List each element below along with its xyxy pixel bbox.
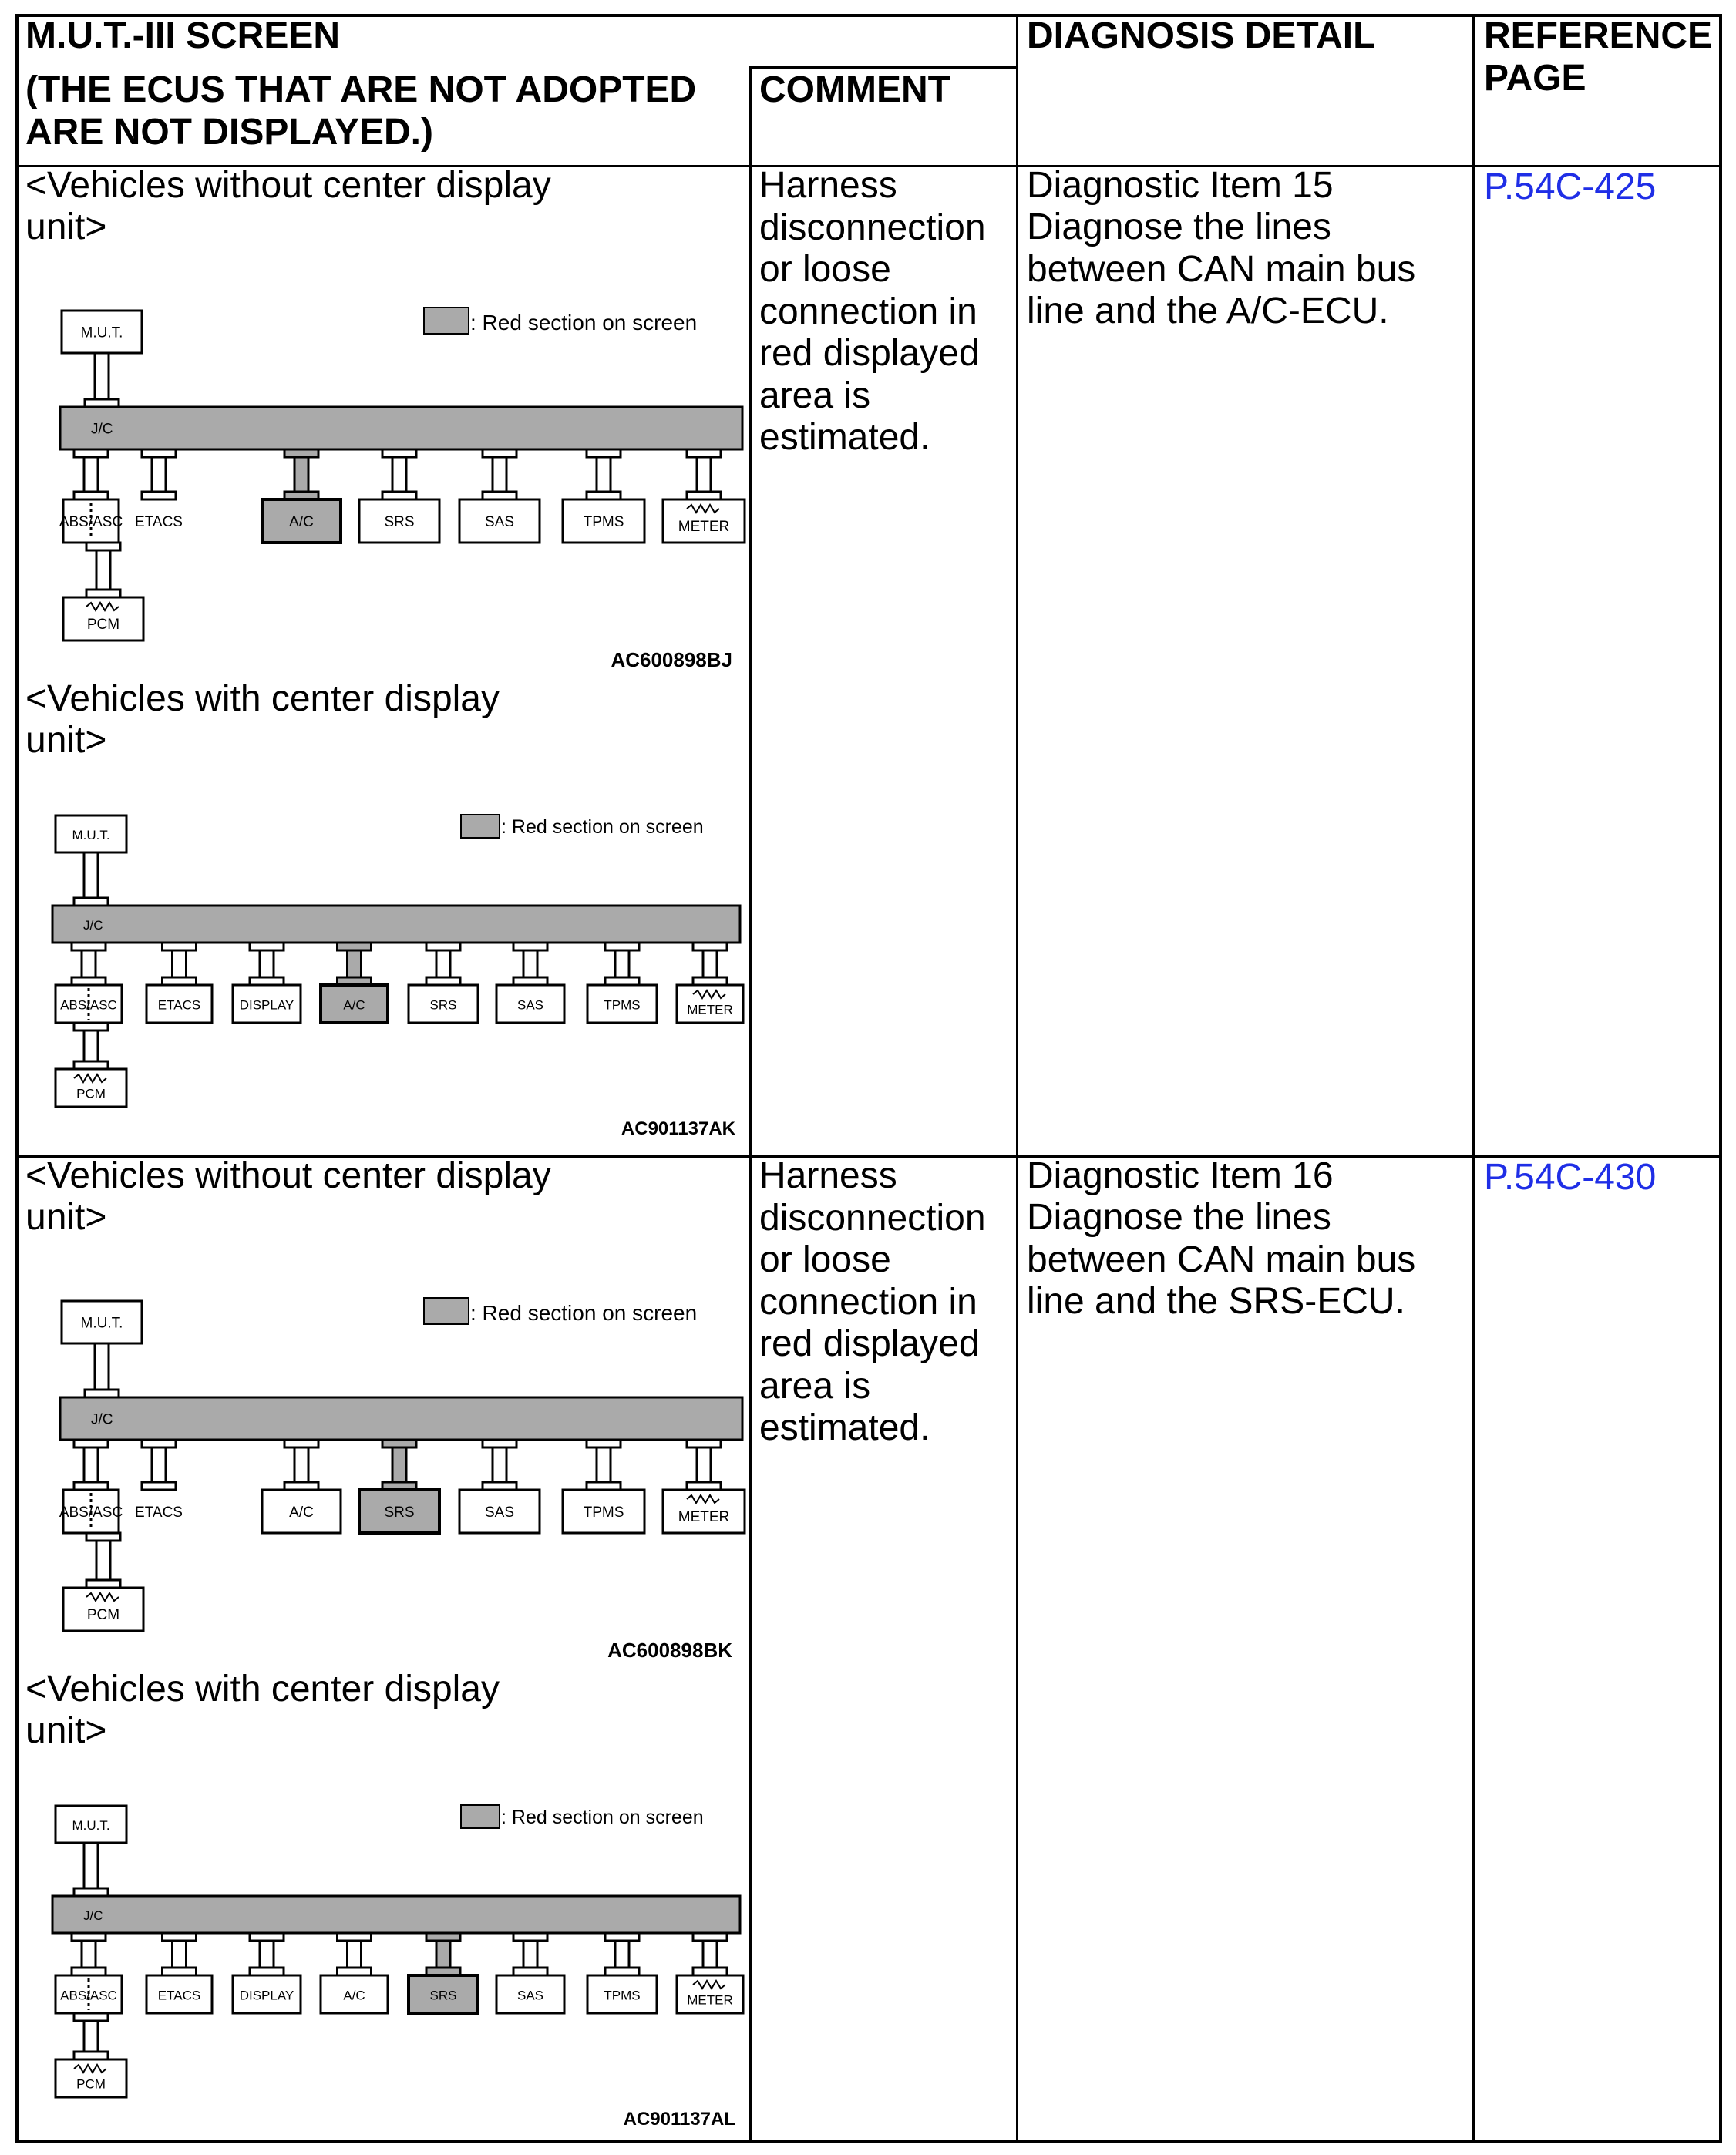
ecu-stub	[523, 950, 537, 977]
ecu-stub	[82, 1941, 96, 1968]
ecu-stub	[523, 1941, 537, 1968]
ecu-label: TPMS	[604, 1988, 641, 2003]
row1-diagnosis-text: Diagnose the lines between CAN main bus line and the A/C-ECU.	[1027, 207, 1416, 331]
ecu-stub	[493, 457, 506, 492]
table-border-right	[1719, 14, 1722, 2143]
ecu-label: ETACS	[135, 1504, 183, 1521]
legend-swatch	[461, 1805, 500, 1828]
legend-label: : Red section on screen	[501, 816, 704, 838]
row1-diagnosis-item: Diagnostic Item 15	[1027, 165, 1334, 206]
divider-screen-comment	[749, 66, 752, 2141]
diagnosis-table	[15, 14, 1722, 2143]
figure-code: AC600898BJ	[611, 648, 732, 671]
row1-label-with: <Vehicles with center display unit>	[25, 678, 500, 761]
legend-swatch	[424, 308, 469, 334]
ecu-stub	[703, 950, 717, 977]
legend-swatch	[461, 815, 500, 838]
ecu-label: ABS/ASC	[59, 514, 123, 530]
pcm-label: PCM	[76, 2076, 106, 2092]
jc-label: J/C	[91, 1411, 113, 1428]
row2-comment: Harness disconnection or loose connection in red displayed area is estimated.	[759, 1155, 986, 1448]
ecu-label: ABS/ASC	[59, 1504, 123, 1521]
figure-code: AC901137AK	[621, 1118, 735, 1139]
legend-label: : Red section on screen	[470, 311, 698, 335]
ecu-label: SAS	[516, 1988, 544, 2003]
ecu-stub	[348, 950, 362, 977]
header-diagnosis-detail: DIAGNOSIS DETAIL	[1027, 15, 1376, 56]
mut-label: M.U.T.	[72, 828, 110, 842]
ecu-label: METER	[678, 1509, 730, 1525]
figure-code: AC600898BK	[607, 1639, 732, 1662]
ecu-stub	[615, 950, 629, 977]
row2-diagram-with	[31, 1783, 748, 2137]
ecu-stub-cap	[142, 1482, 176, 1490]
mut-label: M.U.T.	[72, 1818, 110, 1833]
ecu-stub	[436, 1941, 450, 1968]
ecu-label: METER	[678, 519, 730, 535]
row2-diagnosis-item: Diagnostic Item 16	[1027, 1155, 1334, 1196]
ecu-label: SAS	[484, 1504, 515, 1521]
ecu-stub	[392, 457, 406, 492]
jc-label: J/C	[83, 1908, 103, 1923]
mut-label: M.U.T.	[80, 324, 123, 341]
ecu-stub	[84, 1447, 98, 1482]
legend-label: : Red section on screen	[470, 1301, 698, 1325]
pcm-label: PCM	[86, 617, 120, 633]
ecu-stub	[697, 457, 711, 492]
mut-connector	[95, 1343, 109, 1390]
ecu-label: TPMS	[583, 1504, 624, 1521]
ecu-label: ETACS	[135, 514, 183, 530]
pcm-stub	[84, 2021, 98, 2052]
header-screen-subtitle: (THE ECUS THAT ARE NOT ADOPTED ARE NOT DISPLAYED.)	[25, 69, 697, 153]
ecu-label: A/C	[289, 514, 314, 530]
ecu-stub	[615, 1941, 629, 1968]
ecu-stub	[493, 1447, 506, 1482]
pcm-label: PCM	[86, 1607, 120, 1623]
pcm-stub	[96, 550, 110, 590]
ecu-label: SRS	[429, 997, 457, 1013]
row2-diagnosis-text: Diagnose the lines between CAN main bus line and the SRS-ECU.	[1027, 1197, 1416, 1322]
ecu-label: A/C	[343, 997, 365, 1013]
ecu-stub	[152, 1447, 166, 1482]
ecu-stub	[152, 457, 166, 492]
ecu-stub	[294, 1447, 308, 1482]
figure-code: AC901137AL	[623, 2109, 735, 2130]
mut-connector	[95, 353, 109, 399]
jc-bus	[60, 1397, 742, 1440]
legend-swatch	[424, 1298, 469, 1324]
ecu-label: A/C	[289, 1504, 314, 1521]
ecu-stub	[260, 1941, 274, 1968]
jc-bus	[52, 906, 740, 943]
header-reference-page: REFERENCE PAGE	[1484, 15, 1713, 99]
jc-bus	[60, 407, 742, 449]
ecu-stub	[84, 457, 98, 492]
pcm-stub	[84, 1030, 98, 1061]
ecu-stub	[597, 1447, 611, 1482]
ecu-stub	[173, 950, 187, 977]
ecu-label: DISPLAY	[239, 997, 294, 1013]
divider-diagnosis-reference	[1472, 14, 1475, 2141]
ecu-label: SRS	[384, 1504, 415, 1521]
jc-bus	[52, 1896, 740, 1933]
row1-diagram-with	[31, 792, 748, 1147]
ecu-label: ETACS	[157, 1988, 201, 2003]
row2-label-with: <Vehicles with center display unit>	[25, 1669, 500, 1751]
ecu-label: METER	[687, 1992, 733, 2008]
ecu-label: SAS	[484, 514, 515, 530]
table-border-left	[15, 14, 19, 2143]
ecu-label: METER	[687, 1002, 733, 1017]
ecu-stub	[703, 1941, 717, 1968]
mut-label: M.U.T.	[80, 1315, 123, 1332]
pcm-label: PCM	[76, 1086, 106, 1101]
ecu-label: SRS	[384, 514, 415, 530]
ecu-stub	[348, 1941, 362, 1968]
jc-label: J/C	[83, 918, 103, 933]
ecu-label: ABS/ASC	[60, 1988, 117, 2003]
divider-comment-diagnosis	[1016, 14, 1018, 2141]
ecu-stub	[260, 950, 274, 977]
row1-reference-link[interactable]: P.54C-425	[1484, 166, 1657, 207]
ecu-stub	[392, 1447, 406, 1482]
ecu-stub	[697, 1447, 711, 1482]
row1-label-without: <Vehicles without center display unit>	[25, 165, 551, 247]
ecu-stub	[436, 950, 450, 977]
row2-diagram-without	[39, 1278, 740, 1663]
ecu-label: TPMS	[583, 514, 624, 530]
pcm-stub	[96, 1541, 110, 1580]
mut-connector	[84, 1843, 98, 1888]
ecu-stub-cap	[142, 492, 176, 499]
ecu-label: ABS/ASC	[60, 997, 117, 1013]
ecu-label: ETACS	[157, 997, 201, 1013]
row2-reference-link[interactable]: P.54C-430	[1484, 1157, 1657, 1198]
row1-comment: Harness disconnection or loose connection in red displayed area is estimated.	[759, 165, 986, 458]
ecu-label: SAS	[516, 997, 544, 1013]
row1-diagram-without	[39, 287, 740, 673]
header-screen-title: M.U.T.-III SCREEN	[25, 15, 341, 56]
mut-connector	[84, 852, 98, 898]
legend-label: : Red section on screen	[501, 1807, 704, 1828]
divider-comment-header	[749, 66, 1018, 69]
ecu-stub	[597, 457, 611, 492]
jc-label: J/C	[91, 421, 113, 438]
header-comment: COMMENT	[759, 69, 950, 110]
ecu-label: TPMS	[604, 997, 641, 1013]
ecu-stub	[173, 1941, 187, 1968]
row2-label-without: <Vehicles without center display unit>	[25, 1155, 551, 1238]
ecu-stub	[82, 950, 96, 977]
ecu-label: DISPLAY	[239, 1988, 294, 2003]
ecu-stub	[294, 457, 308, 492]
ecu-label: A/C	[343, 1988, 365, 2003]
table-border-bottom	[15, 2140, 1722, 2143]
ecu-label: SRS	[429, 1988, 457, 2003]
